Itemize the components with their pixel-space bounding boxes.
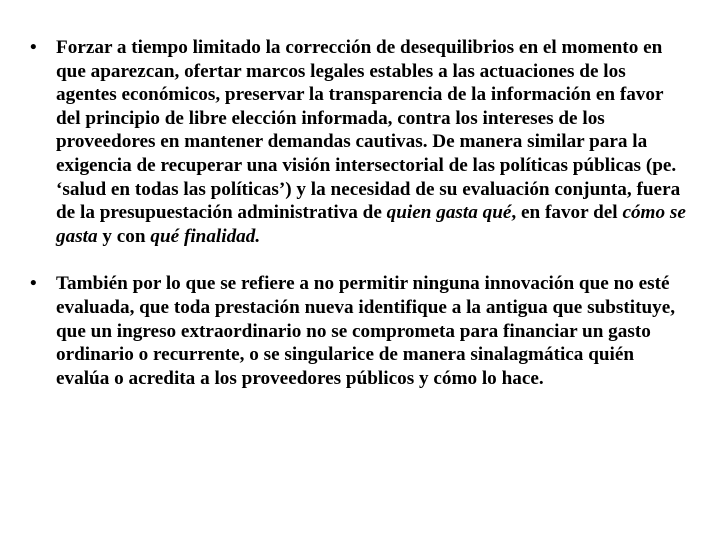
bullet-list	[30, 36, 690, 390]
bullet-icon: •	[30, 37, 37, 58]
bullet-icon: •	[30, 273, 37, 295]
text-segment: y con	[97, 225, 151, 247]
italic-segment: qué finalidad.	[150, 225, 261, 247]
bullet-item-2	[30, 272, 690, 390]
bullet-item-1	[30, 36, 690, 248]
text-segment: , en favor del	[511, 202, 623, 224]
italic-segment: quien gasta qué	[386, 202, 512, 224]
bullet-text-2	[56, 272, 690, 390]
text-segment: También por lo que se refiere a no permitir ninguna innovación que no esté evaluada, que toda prestación nueva identifique a la antigua que substituye, que un ingreso extraordinario no se comprometa para financiar un gasto ordinario o recurrente, o se singularice de manera sinalagmática quién evalúa o acredita a los proveedores públicos y cómo lo hace.	[56, 273, 676, 389]
text-segment: Forzar a tiempo limitado la corrección de desequilibrios en el momento en que aparezcan, ofertar marcos legales estables a las actuaciones de los agentes económicos, preservar la transparencia de la información en favor del principio de libre elección informada, contra los intereses de los proveedores en mantener demandas cautivas. De manera similar para la exigencia de recuperar una visión intersectorial de las políticas públicas (pe. ‘salud en todas las políticas’) y la necesidad de su evaluación conjunta, fuera de la presupuestación administrativa de	[56, 37, 681, 224]
italic-segment: cómo se gasta	[56, 202, 686, 247]
bullet-text-1	[56, 36, 690, 248]
